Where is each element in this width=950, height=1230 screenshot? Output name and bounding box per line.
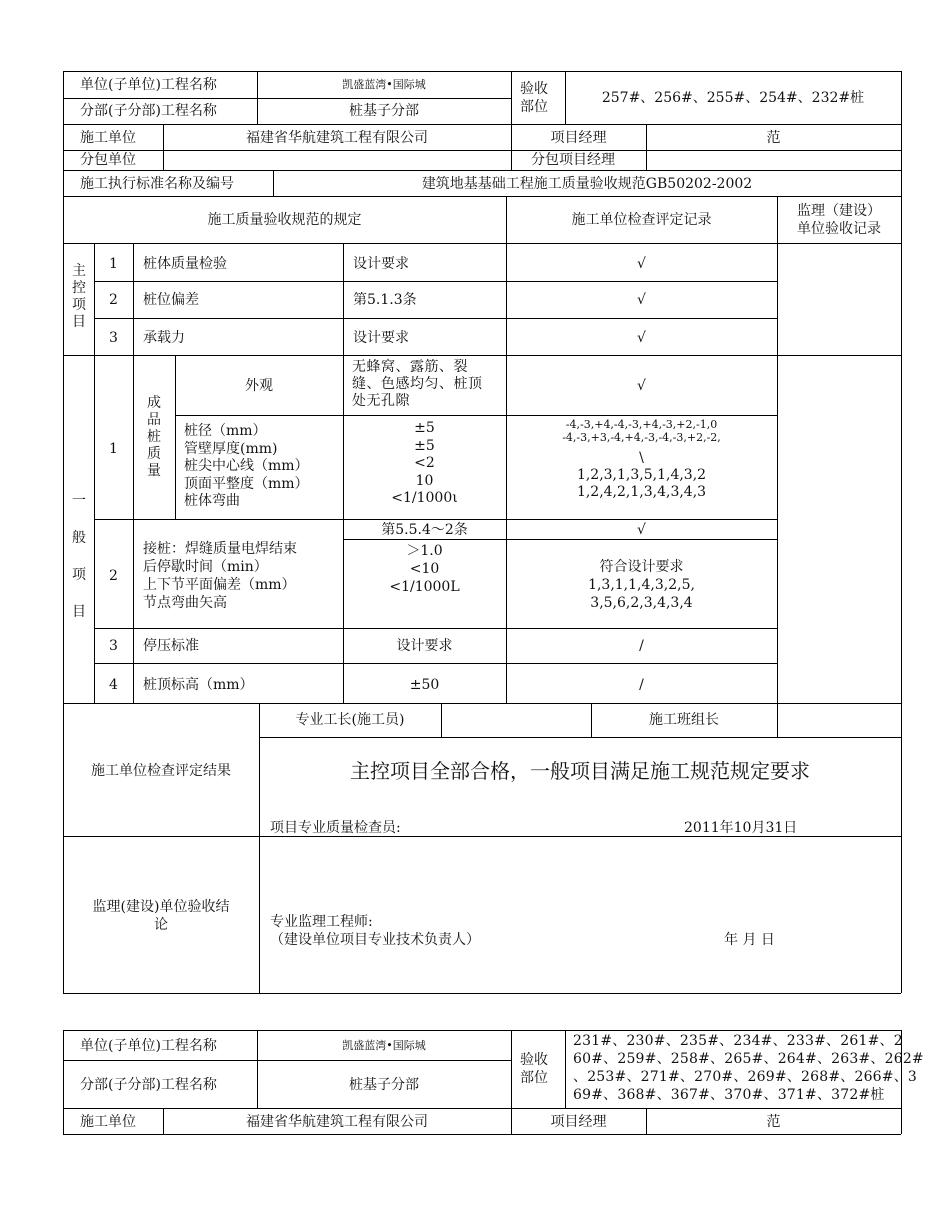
main-item-result: √ bbox=[637, 292, 646, 308]
dims-result-values: \ 1,2,3,1,3,5,1,4,3,2 1,2,4,2,1,3,4,3,4,3 bbox=[576, 450, 707, 500]
team-leader-label: 施工班组长 bbox=[649, 712, 719, 728]
main-item-spec: 第5.1.3条 bbox=[353, 292, 417, 308]
inspector-label: 项目专业质量检查员: bbox=[270, 820, 401, 836]
general-item4-no: 4 bbox=[109, 677, 118, 693]
general-item3-result: / bbox=[639, 638, 644, 654]
main-item-result: √ bbox=[637, 330, 646, 346]
main-item-no: 3 bbox=[109, 330, 118, 346]
header-spec: 施工质量验收规范的规定 bbox=[207, 212, 362, 228]
finished-pile-quality-label: 成品桩质量 bbox=[147, 395, 161, 479]
standard-label: 施工执行标准名称及编号 bbox=[80, 176, 234, 192]
main-item-spec: 设计要求 bbox=[353, 330, 409, 346]
unit-project-label: 单位(子单位)工程名称 bbox=[80, 77, 217, 93]
supervisor-conclusion-label: 监理(建设)单位验收结 论 bbox=[92, 899, 230, 933]
form2-unit-project-value: 凯盛蓝湾•国际城 bbox=[342, 1039, 426, 1052]
general-item4-spec: ±50 bbox=[409, 677, 440, 693]
main-items-label: 主控项目 bbox=[72, 263, 86, 330]
general-item3-name: 停压标准 bbox=[143, 638, 199, 654]
dims-specs: ±5 ±5 <2 10 <1/1000ι bbox=[391, 420, 458, 506]
contractor-result-label: 施工单位检查评定结果 bbox=[91, 763, 231, 779]
conclusion-text: 主控项目全部合格，一般项目满足施工规范规定要求 bbox=[350, 759, 810, 783]
general-item4-result: / bbox=[639, 677, 644, 693]
general-item2-no: 2 bbox=[109, 568, 118, 584]
main-item-name: 桩位偏差 bbox=[143, 292, 199, 308]
sub-pm-label: 分包项目经理 bbox=[531, 152, 615, 168]
general-item3-spec: 设计要求 bbox=[396, 638, 453, 654]
acceptance-part-label: 验收 部位 bbox=[520, 81, 548, 115]
main-item-no: 1 bbox=[109, 256, 118, 272]
appearance-name: 外观 bbox=[245, 378, 273, 394]
main-item-result: √ bbox=[637, 256, 646, 272]
main-item-name: 桩体质量检验 bbox=[143, 256, 227, 272]
general-item1-no: 1 bbox=[109, 441, 118, 457]
general-items-label: 一般项目 bbox=[72, 493, 86, 620]
contractor-label: 施工单位 bbox=[80, 130, 136, 146]
form2-unit-project-label: 单位(子单位)工程名称 bbox=[80, 1038, 217, 1054]
form2-contractor-label: 施工单位 bbox=[80, 1114, 136, 1130]
appearance-result: √ bbox=[637, 378, 646, 394]
splice-specs: ＞1.0 <10 <1/1000L bbox=[389, 543, 460, 595]
dims-names: 桩径（mm） 管壁厚度(mm) 桩尖中心线（mm） 顶面平整度（mm） 桩体弯曲 bbox=[184, 423, 309, 509]
owner-technical-lead-label: （建设单位项目专业技术负责人） bbox=[270, 932, 480, 948]
form2-acceptance-part-label: 验收 部位 bbox=[520, 1052, 548, 1086]
form2-sub-project-label: 分部(子分部)工程名称 bbox=[80, 1077, 217, 1093]
contractor-value: 福建省华航建筑工程有限公司 bbox=[246, 130, 428, 146]
form2-contractor-value: 福建省华航建筑工程有限公司 bbox=[246, 1114, 428, 1130]
supervisor-date: 年 月 日 bbox=[724, 932, 775, 948]
splice-items: 接桩：焊缝质量电焊结束 后停歇时间（min） 上下节平面偏差（mm） 节点弯曲矢高 bbox=[143, 541, 297, 611]
main-item-no: 2 bbox=[109, 292, 118, 308]
inspection-date: 2011年10月31日 bbox=[684, 820, 798, 836]
sub-project-value: 桩基子分部 bbox=[349, 103, 419, 119]
splice-result-check: √ bbox=[637, 522, 646, 538]
unit-project-value: 凯盛蓝湾•国际城 bbox=[342, 78, 426, 91]
dims-result-deviations: -4,-3,+4,-4,-3,+4,-3,+2,-1,0 -4,-3,+3,-4,+4,-3,-4,-3,+2,-2, bbox=[562, 418, 721, 444]
acceptance-part-value: 257#、256#、255#、254#、232#桩 bbox=[601, 90, 865, 106]
form2-pm-label: 项目经理 bbox=[550, 1114, 607, 1130]
foreman-label: 专业工长(施工员) bbox=[295, 712, 405, 728]
general-item4-name: 桩顶标高（mm） bbox=[143, 677, 254, 693]
standard-value: 建筑地基基础工程施工质量验收规范GB50202-2002 bbox=[421, 176, 753, 192]
appearance-spec: 无蜂窝、露筋、裂 缝、色感均匀、桩顶 处无孔隙 bbox=[352, 359, 483, 409]
sub-project-label: 分部(子分部)工程名称 bbox=[80, 103, 217, 119]
form2-sub-project-value: 桩基子分部 bbox=[349, 1077, 419, 1093]
main-item-spec: 设计要求 bbox=[353, 256, 409, 272]
header-check: 施工单位检查评定记录 bbox=[571, 212, 712, 228]
splice-spec-clause: 第5.5.4～2条 bbox=[381, 522, 468, 538]
header-supervisor: 监理（建设） 单位验收记录 bbox=[797, 203, 881, 237]
main-item-name: 承载力 bbox=[143, 330, 185, 346]
supervising-engineer-label: 专业监理工程师: bbox=[270, 914, 373, 930]
subcontractor-label: 分包单位 bbox=[80, 152, 136, 168]
pm-label: 项目经理 bbox=[550, 130, 607, 146]
form2-pm-value: 范 bbox=[766, 1114, 781, 1130]
form2-acceptance-part-value: 231#、230#、235#、234#、233#、261#、2 60#、259#、258#、265#、264#、263#、262# 、253#、271#、270#、269#、268#、266#、3 69#、368#、367#、370#、371#、372#桩 bbox=[573, 1033, 924, 1103]
pm-value: 范 bbox=[766, 130, 781, 146]
splice-result: 符合设计要求 1,3,1,1,4,3,2,5, 3,5,6,2,3,4,3,4 bbox=[588, 559, 695, 611]
general-item3-no: 3 bbox=[109, 638, 118, 654]
